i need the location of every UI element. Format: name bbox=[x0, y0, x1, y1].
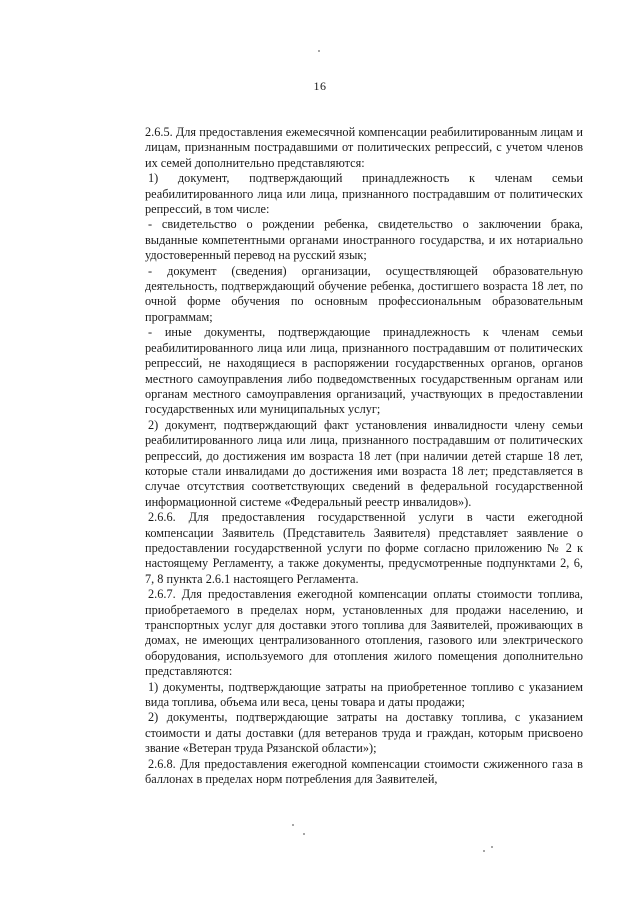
paragraph-dash-education-document: - документ (сведения) организации, осуществляющей образовательную деятельность, подтверждающий обучение ребенка, достигшего возраста 18 лет, по очной форме обучения по основным профессиональным образовательным программам; bbox=[145, 263, 583, 324]
document-body bbox=[145, 125, 583, 787]
scan-speck bbox=[483, 850, 485, 852]
page-number: 16 bbox=[313, 79, 327, 93]
paragraph-2-6-5: 2.6.5. Для предоставления ежемесячной компенсации реабилитированным лицам и лицам, признанным пострадавшими от политических репрессий, с учетом членов их семей дополнительно представляются: bbox=[145, 125, 583, 170]
scan-speck bbox=[303, 833, 305, 835]
scan-speck bbox=[318, 50, 320, 52]
scan-speck bbox=[292, 824, 294, 826]
paragraph-dash-birth-certificate: - свидетельство о рождении ребенка, свидетельство о заключении брака, выданные компетентными органами иностранного государства, и их нотариально удостоверенный перевод на русский язык; bbox=[145, 217, 583, 263]
paragraph-item-1: 1) документ, подтверждающий принадлежность к членам семьи реабилитированного лица или лица, признанного пострадавшим от политических репрессий, в том числе: bbox=[145, 171, 583, 217]
paragraph-item-2-disability: 2) документ, подтверждающий факт установления инвалидности члену семьи реабилитированного лица или лица, признанного пострадавшим от политических репрессий, до достижения им возраста 18 лет (при наличии детей старше 18 лет, которые стали инвалидами до достижения ими возраста 18 лет; представляется в случае отсутствия соответствующих сведений в федеральной государственной информационной системе «Федеральный реестр инвалидов»). bbox=[145, 417, 583, 509]
paragraph-2-6-6: 2.6.6. Для предоставления государственной услуги в части ежегодной компенсации Заявитель (Представитель Заявителя) представляет заявление о предоставлении государственной услуги по форме согласно приложению № 2 к настоящему Регламенту, а также документы, предусмотренные подпунктами 2, 6, 7, 8 пункта 2.6.1 настоящего Регламента. bbox=[145, 510, 583, 586]
paragraph-fuel-item-1: 1) документы, подтверждающие затраты на приобретенное топливо с указанием вида топлива, объема или веса, цены товара и даты продажи; bbox=[145, 679, 583, 710]
paragraph-dash-other-documents: - иные документы, подтверждающие принадлежность к членам семьи реабилитированного лица или лица, признанного пострадавшим от политических репрессий, не находящиеся в распоряжении государственных органов, органов местного самоуправления либо подведомственных государственным органам или органам местного самоуправления организаций, участвующих в предоставлении государственных или муниципальных услуг; bbox=[145, 325, 583, 417]
paragraph-fuel-item-2: 2) документы, подтверждающие затраты на доставку топлива, с указанием стоимости и даты доставки (для ветеранов труда и граждан, которым присвоено звание «Ветеран труда Рязанской области»); bbox=[145, 710, 583, 756]
paragraph-2-6-7: 2.6.7. Для предоставления ежегодной компенсации оплаты стоимости топлива, приобретаемого в пределах норм, установленных для продажи населению, и транспортных услуг для доставки этого топлива для Заявителей, проживающих в домах, не имеющих централизованного отопления, газового или электрического оборудования, используемого для отопления жилого помещения дополнительно представляются: bbox=[145, 587, 583, 679]
paragraph-2-6-8: 2.6.8. Для предоставления ежегодной компенсации стоимости сжиженного газа в баллонах в пределах норм потребления для Заявителей, bbox=[145, 756, 583, 787]
scan-speck bbox=[491, 846, 493, 848]
